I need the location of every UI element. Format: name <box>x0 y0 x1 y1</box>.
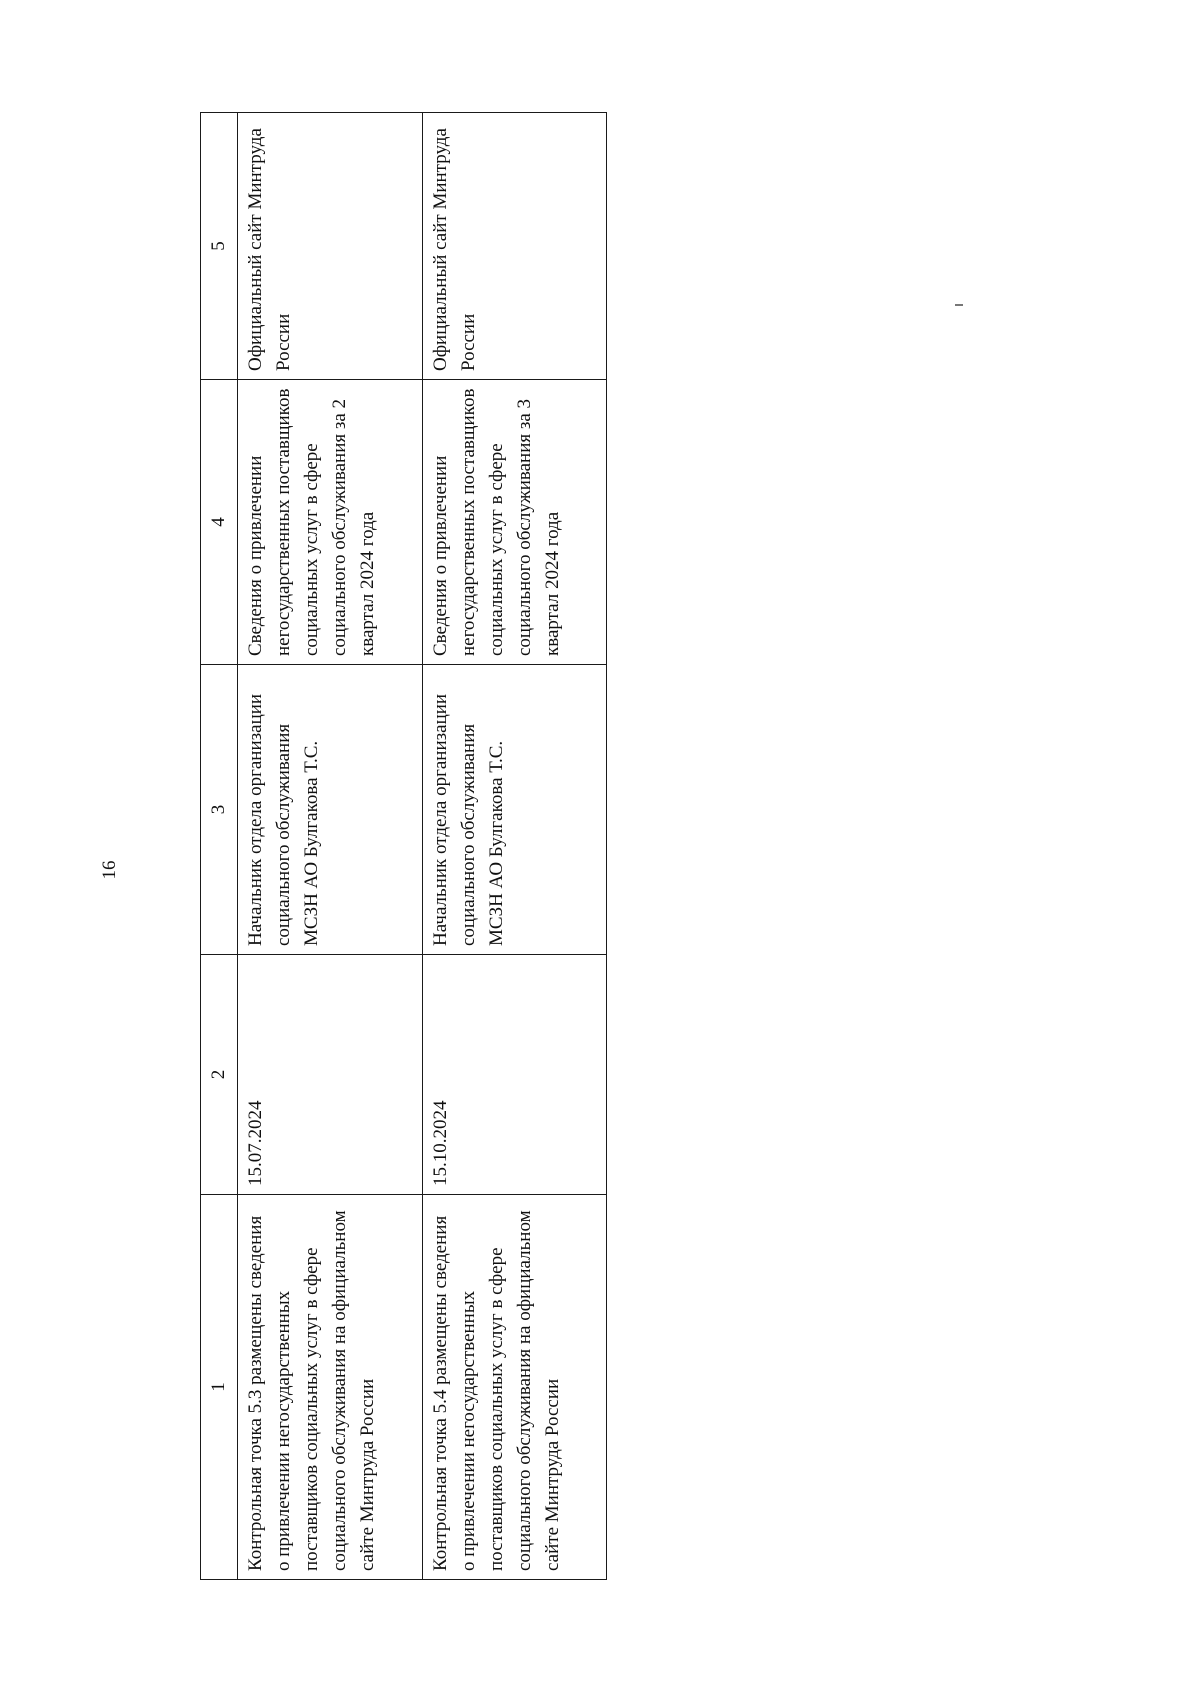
source-cell: Официальный сайт Минтруда России <box>422 113 607 380</box>
column-header-2: 2 <box>201 955 238 1195</box>
table-row <box>422 113 607 1580</box>
column-header-3: 3 <box>201 665 238 955</box>
date-cell: 15.07.2024 <box>238 955 423 1195</box>
column-header-1: 1 <box>201 1195 238 1580</box>
table-container <box>200 113 607 1580</box>
result-cell: Сведения о привлечении негосударственных поставщиков социальных услуг в сфере социального обслуживания за 2 квартал 2024 года <box>238 380 423 665</box>
event-cell: Контрольная точка 5.3 размещены сведения о привлечении негосударственных поставщиков социальных услуг в сфере социального обслуживания на официальном сайте Минтруда России <box>238 1195 423 1580</box>
event-cell: Контрольная точка 5.4 размещены сведения о привлечении негосударственных поставщиков социальных услуг в сфере социального обслуживания на официальном сайте Минтруда России <box>422 1195 607 1580</box>
table-header-row <box>201 113 238 1580</box>
schedule-table <box>200 112 607 1580</box>
scan-speck <box>955 304 963 306</box>
result-cell: Сведения о привлечении негосударственных поставщиков социальных услуг в сфере социального обслуживания за 3 квартал 2024 года <box>422 380 607 665</box>
responsible-cell: Начальник отдела организации социального обслуживания МСЗН АО Булгакова Т.С. <box>238 665 423 955</box>
column-header-4: 4 <box>201 380 238 665</box>
page-number: 16 <box>99 860 120 880</box>
rotated-table-frame <box>200 113 607 1580</box>
table-row <box>238 113 423 1580</box>
date-cell: 15.10.2024 <box>422 955 607 1195</box>
responsible-cell: Начальник отдела организации социального обслуживания МСЗН АО Булгакова Т.С. <box>422 665 607 955</box>
source-cell: Официальный сайт Минтруда России <box>238 113 423 380</box>
column-header-5: 5 <box>201 113 238 380</box>
